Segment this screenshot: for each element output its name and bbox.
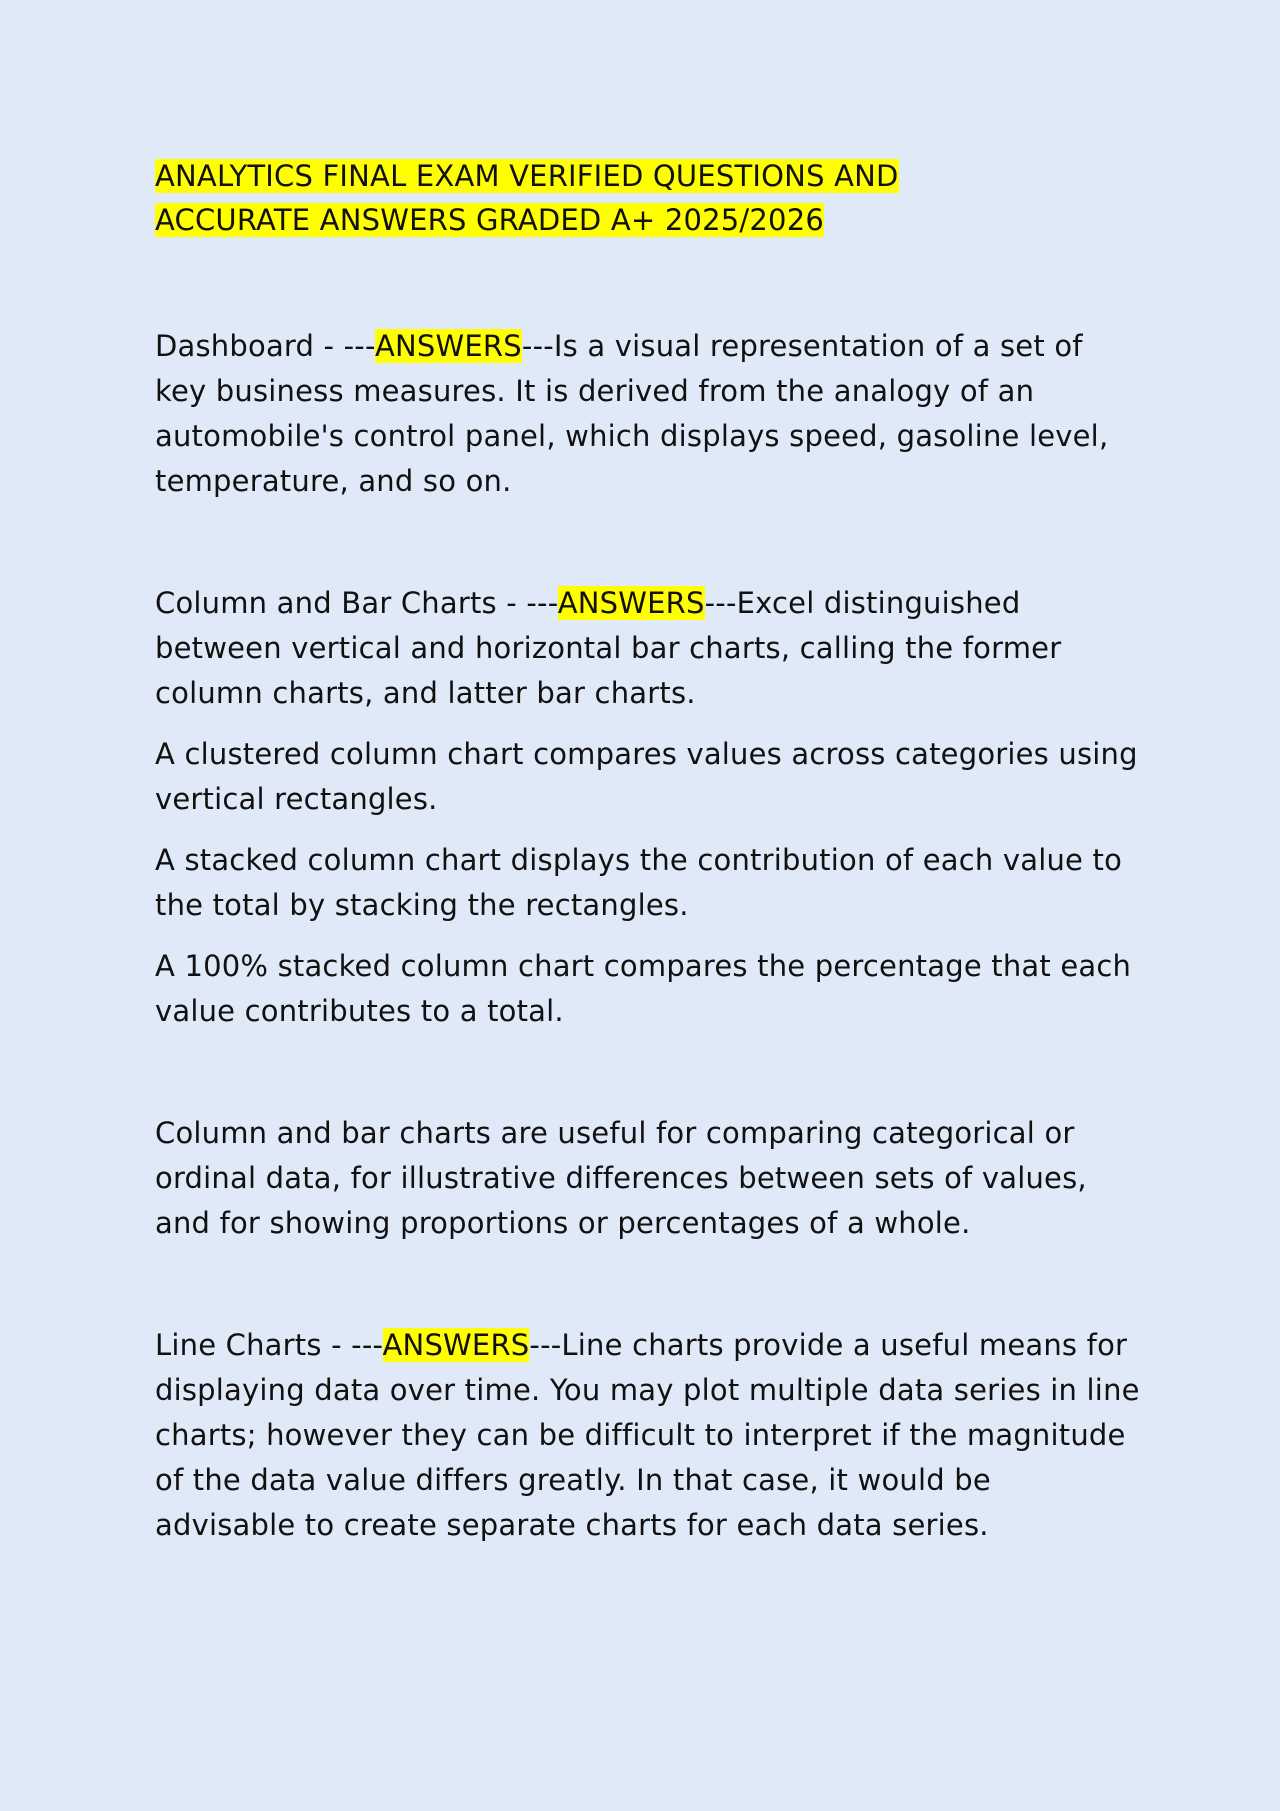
title-highlight-1: ANALYTICS FINAL EXAM VERIFIED QUESTIONS AND — [155, 159, 899, 193]
entry-term: Column and Bar Charts - --- — [155, 586, 558, 620]
title-highlight-2: ACCURATE ANSWERS GRADED A+ 2025/2026 — [155, 203, 825, 237]
answers-highlight: ANSWERS — [382, 1328, 530, 1362]
entry-definition: ---Excel distinguished between vertical and horizontal bar charts, calling the former column charts, and latter bar charts. — [155, 586, 1062, 710]
paragraph-clustered-column: A clustered column chart compares values across categories using vertical rectangles. — [155, 737, 1138, 816]
paragraph-column-bar-usefulness: Column and bar charts are useful for comparing categorical or ordinal data, for illustrative differences between sets of values, and for showing proportions or percentages of a whole. — [155, 1116, 1087, 1240]
entry-definition: ---Is a visual representation of a set of key business measures. It is derived from the analogy of an automobile's control panel, which displays speed, gasoline level, temperature, and so on. — [155, 329, 1109, 498]
entry-term: Dashboard - --- — [155, 329, 375, 363]
document-title — [155, 154, 1140, 242]
document-content — [155, 154, 1140, 1548]
paragraph-stacked-column: A stacked column chart displays the contribution of each value to the total by stacking the rectangles. — [155, 843, 1123, 922]
title-line-1 — [155, 154, 1140, 198]
entry-term: Line Charts - --- — [155, 1328, 383, 1362]
entry-column-bar-charts — [155, 581, 1140, 716]
entry-definition: ---Line charts provide a useful means for displaying data over time. You may plot multiple data series in line charts; however they can be difficult to interpret if the magnitude of the data value differs greatly. In that case, it would be advisable to create separate charts for each data series. — [155, 1328, 1140, 1542]
entry-line-charts — [155, 1323, 1140, 1548]
paragraph-100-stacked-column: A 100% stacked column chart compares the percentage that each value contributes to a total. — [155, 949, 1132, 1028]
entry-dashboard — [155, 324, 1140, 504]
answers-highlight: ANSWERS — [557, 586, 705, 620]
answers-highlight: ANSWERS — [375, 329, 522, 363]
title-line-2 — [155, 198, 1140, 242]
